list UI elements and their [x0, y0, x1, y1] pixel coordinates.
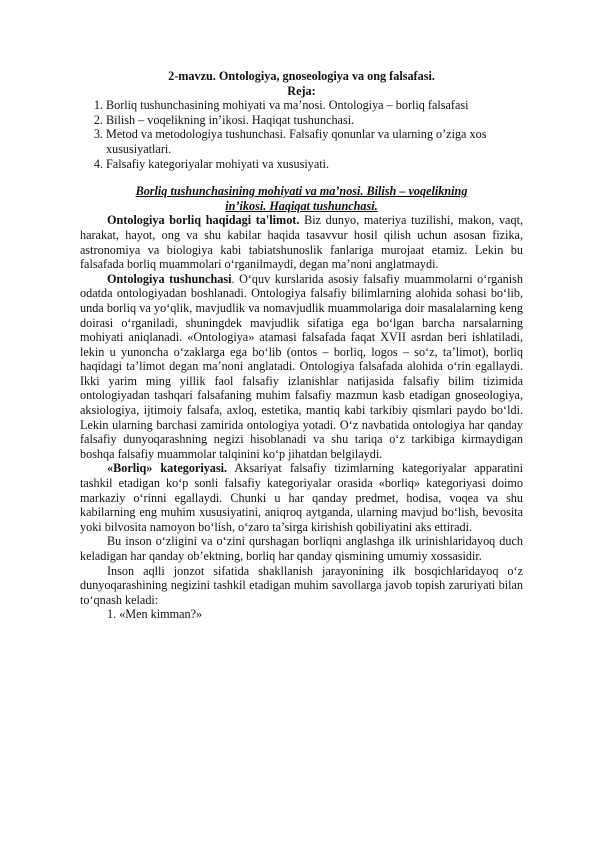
paragraph-text: Biz dunyo, materiya tuzilishi, makon, vaqt, harakat, hayot, ong va shu kabilar haqida tasavvur hosil qilish uchun asosan fizika, astronomiya va biologiya kabi tabiatshunoslik fanlariga murojaat etamiz. Lekin bu falsafada borliq muammolari o‘rganilmaydi, degan ma’noni anglatmaydi. [80, 213, 523, 272]
paragraph-borliq-kategoriyasi [80, 461, 523, 534]
paragraph-inson-ozligini [80, 534, 523, 563]
paragraph-text: Inson aqlli jonzot sifatida shakllanish jarayonining ilk bosqichlaridayoq o‘z dunyoqarashining negizini tashkil etadigan muhim savollarga javob topish zaruriyati bilan to‘qnash keladi: [80, 563, 523, 607]
question-line: 1. «Men kimman?» [107, 607, 203, 622]
plan-item: 2. Bilish – voqelikning in’ikosi. Haqiqat tushunchasi. [106, 113, 523, 128]
plan-list [80, 98, 523, 171]
paragraph-text: Bu inson o‘zligini va o‘zini qurshagan borliqni anglashga ilk urinishlaridayoq duch keladigan har qanday ob’ektning, borliq har qanday qismining umumiy xossasidir. [80, 534, 523, 563]
plan-label: Reja: [287, 83, 316, 98]
paragraph-text: Aksariyat falsafiy tizimlarning kategoriyalar apparatini tashkil etadigan ko‘p sonli falsafiy kategoriyalar orasida «borliq» kategoriyasi doimo markaziy o‘rinni egallaydi. Chunki u har qanday predmet, hodisa, voqea va shu kabilarning eng muhim xususiyatini, aniqroq aytganda, ularning mavjud bo‘lish, bevosita yoki bilvosita namoyon bo‘lish, o‘zaro ta’sirga kirishish qobiliyatini aks ettiradi. [80, 461, 523, 534]
paragraph-lead: Ontologiya tushunchasi [107, 271, 232, 286]
plan-item: 1. Borliq tushunchasining mohiyati va ma’nosi. Ontologiya – borliq falsafasi [106, 98, 523, 113]
section-heading-line1: Borliq tushunchasining mohiyati va ma’nosi. Bilish – voqelikning [135, 184, 468, 199]
plan-item: 4. Falsafiy kategoriyalar mohiyati va xususiyati. [106, 157, 523, 172]
page-title: 2-mavzu. Ontologiya, gnoseologiya va ong falsafasi. [168, 69, 435, 83]
paragraph-ontologiya [80, 213, 523, 271]
paragraph-inson-aqlli [80, 564, 523, 608]
paragraph-lead: Ontologiya borliq haqidagi ta'limot. [107, 213, 300, 228]
paragraph-lead: «Borliq» kategoriyasi. [107, 461, 228, 476]
paragraph-ontologiya-tushunchasi [80, 272, 523, 462]
section-heading-line2: in’ikosi. Haqiqat tushunchasi. [225, 198, 378, 213]
paragraph-text: . O‘quv kurslarida asosiy falsafiy muammolarni o‘rganish odatda ontologiyadan boshlanadi. Ontologiya falsafiy bilimlarning alohida sohasi bo‘lib, unda borliq va yo‘qlik, mavjudlik va nomavjudlik muammolariga doir masalalarning keng doirasi o‘rganiladi, shuningdek mavjudlik sifatiga ega bo‘lgan barcha narsalarning mohiyati aniqlanadi. «Ontologiya» atamasi falsafada faqat XVII asrdan beri ishlatiladi, lekin u yunoncha o‘zaklarga ega bo‘lib (ontos – borliq, logos – so‘z, ta’limot), borliq haqidagi ta’limot degan ma’noni anglatadi. Ontologiya falsafada alohida o‘rin egallaydi. Ikki yarim ming yillik faol falsafiy izlanishlar natijasida falsafiy bilim tizimida ontologiyadan tashqari falsafaning muhim falsafiy mazmun kasb etadigan gnoseologiya, aksiologiya, ijtimoiy falsafa, axloq, estetika, mantiq kabi tarkibiy qismlari paydo bo‘ldi. Lekin ularning barchasi zamirida ontologiya yotadi. O‘z navbatida ontologiya har qanday falsafiy dunyoqarashning negizi hisoblanadi va shu tariqa o‘z tarkibiga kirmaydigan boshqa falsafiy muammolar talqinini ko‘p jihatdan belgilaydi. [80, 271, 523, 461]
section-heading [80, 184, 523, 213]
plan-item: 3. Metod va metodologiya tushunchasi. Falsafiy qonunlar va ularning o’ziga xos xususiyatlari. [106, 127, 523, 156]
